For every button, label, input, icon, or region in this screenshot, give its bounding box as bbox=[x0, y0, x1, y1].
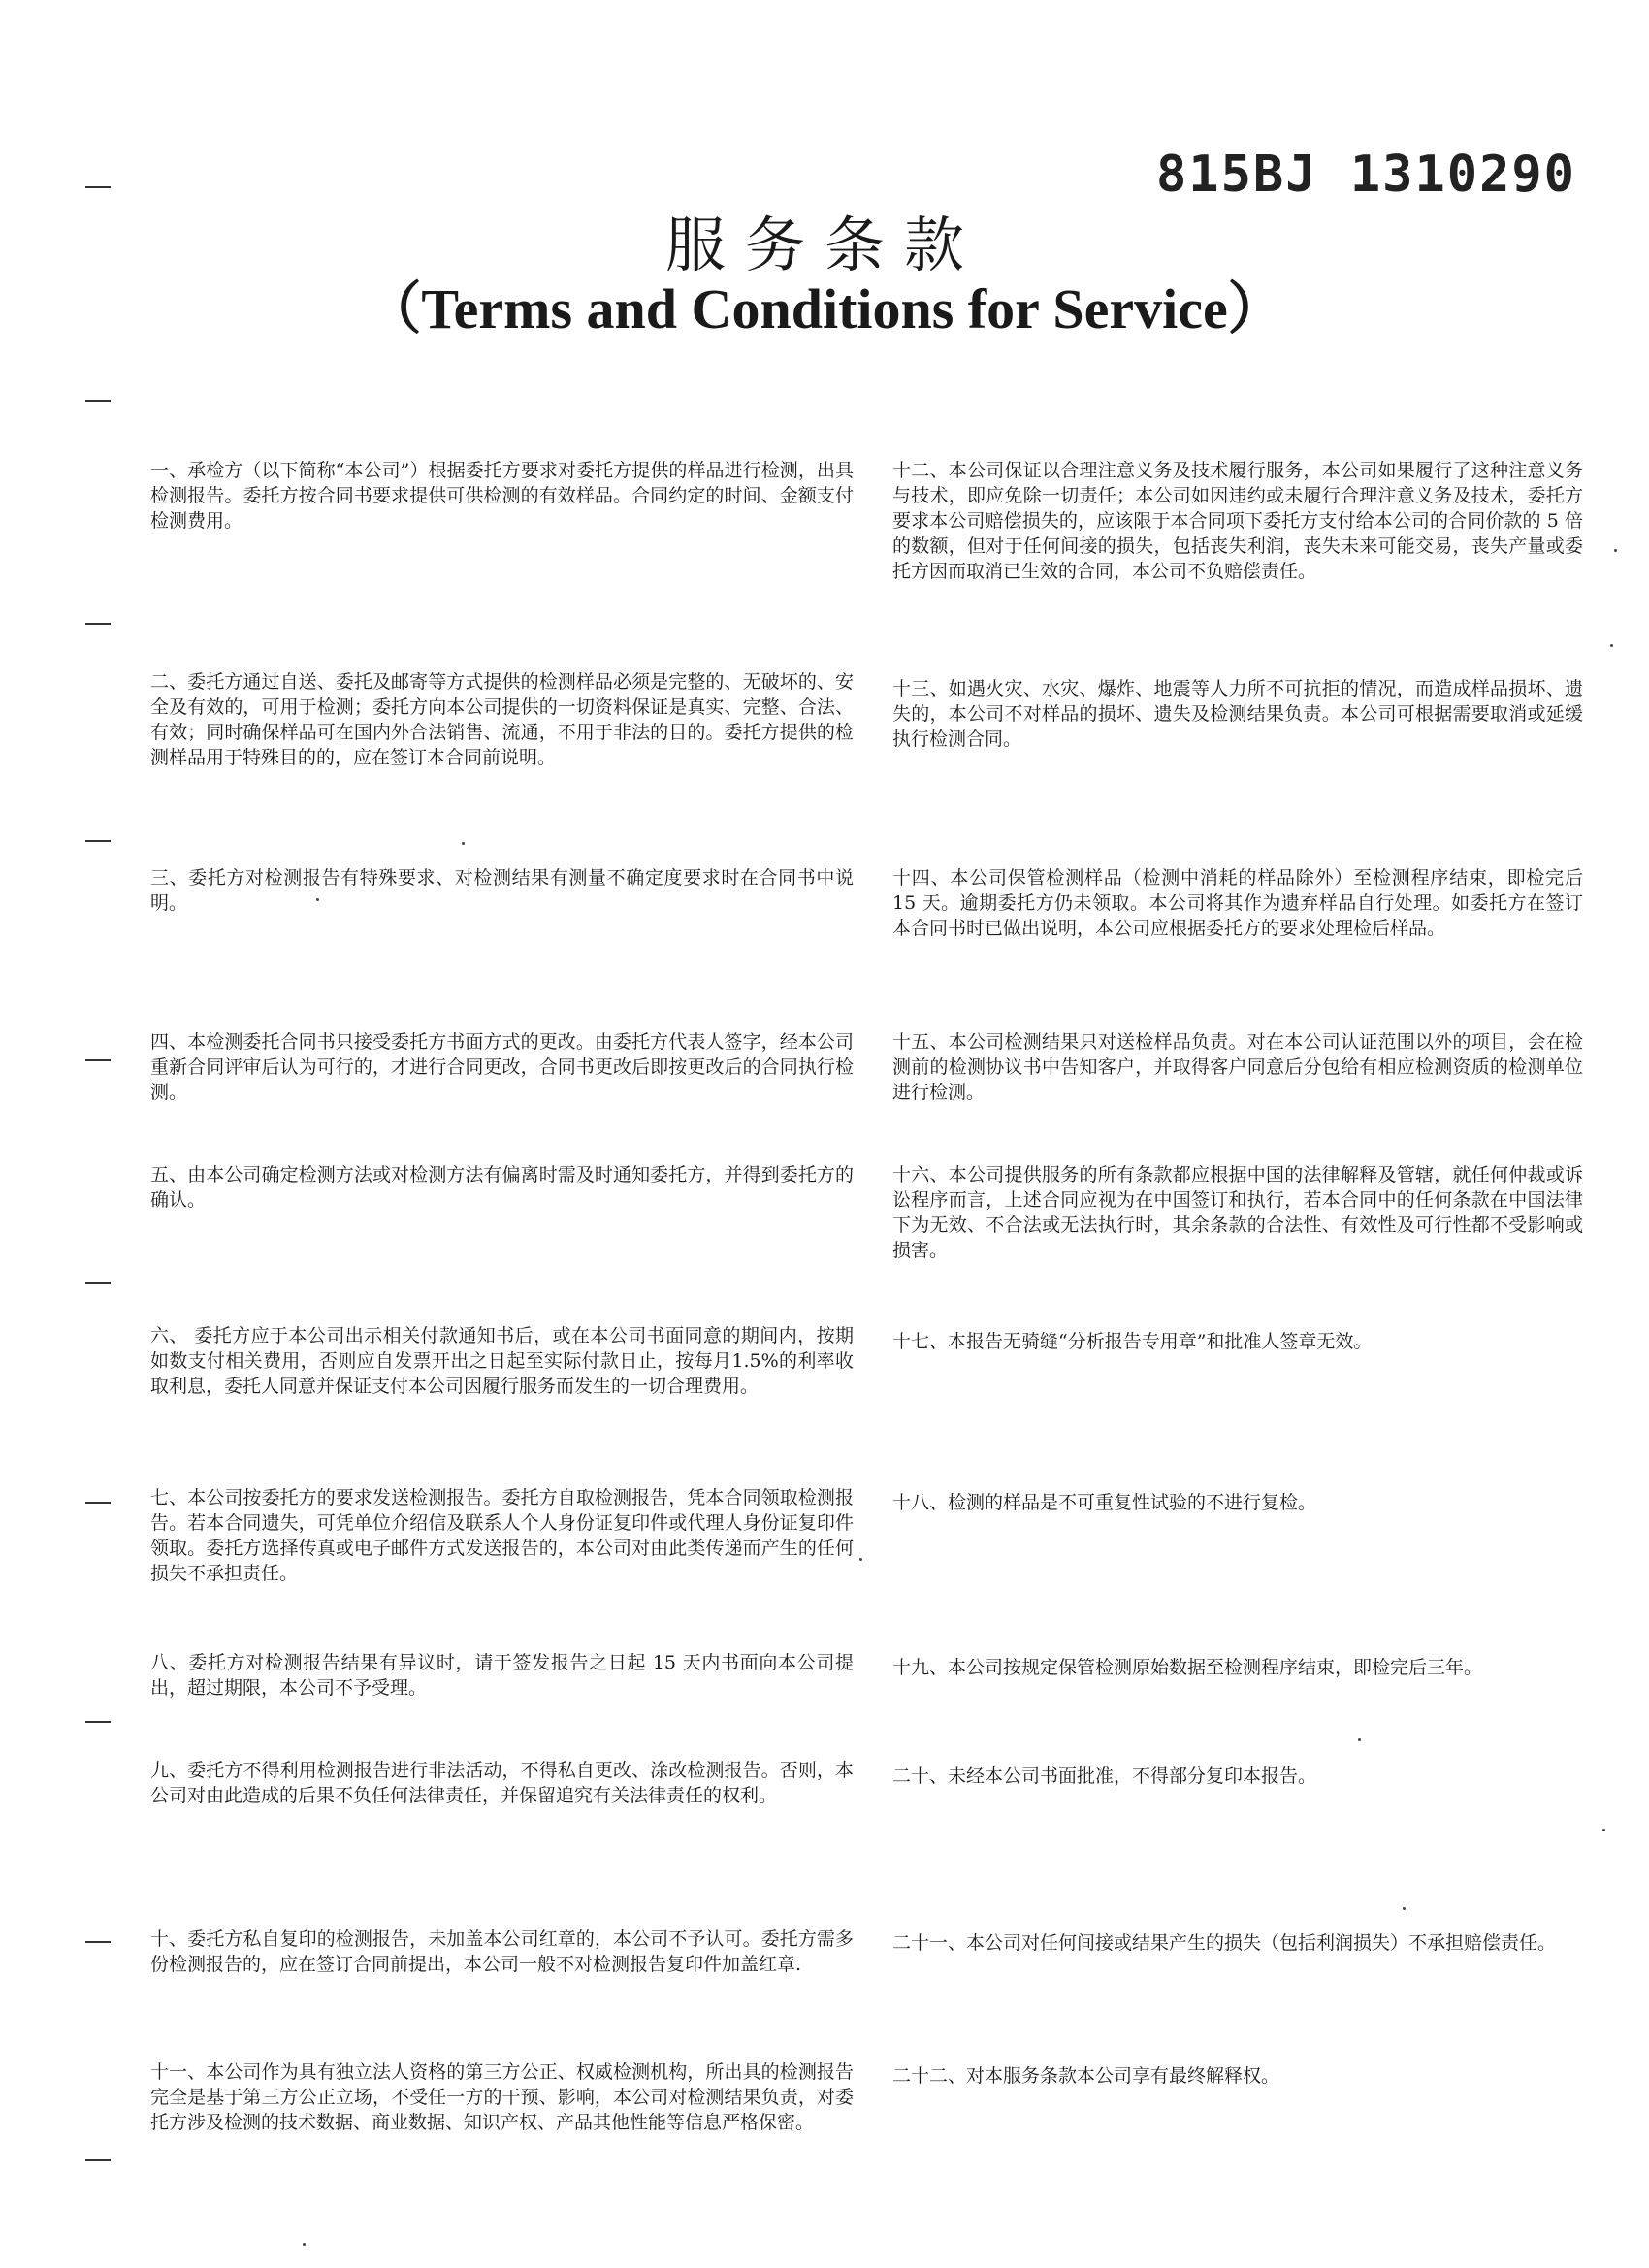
clause-7: 七、本公司按委托方的要求发送检测报告。委托方自取检测报告，凭本合同领取检测报告。若本合同遗失，可凭单位介绍信及联系人个人身份证复印件或代理人身份证复印件领取。委托方选择传真或电子邮件方式发送报告的，本公司对由此类传递而产生的任何损失不承担责任。 bbox=[150, 1487, 854, 1584]
margin-tick bbox=[85, 1282, 111, 1284]
margin-tick bbox=[85, 186, 111, 188]
scan-speck bbox=[303, 2243, 306, 2246]
margin-tick bbox=[85, 400, 111, 402]
scan-speck bbox=[316, 898, 319, 901]
clause-19: 十九、本公司按规定保管检测原始数据至检测程序结束，即检完后三年。 bbox=[892, 1657, 1483, 1678]
margin-tick bbox=[85, 2159, 111, 2161]
clause-20: 二十、未经本公司书面批准，不得部分复印本报告。 bbox=[892, 1766, 1317, 1787]
margin-tick bbox=[85, 1502, 111, 1504]
margin-tick bbox=[85, 1721, 111, 1723]
clause-22: 二十二、对本服务条款本公司享有最终解释权。 bbox=[892, 2065, 1280, 2087]
scan-speck bbox=[462, 842, 465, 845]
clause-14: 十四、本公司保管检测样品（检测中消耗的样品除外）至检测程序结束，即检完后 15 天。逾期委托方仍未领取。本公司将其作为遗弃样品自行处理。如委托方在签订本合同书时已做出说明，本公司应根据委托方的要求处理检后样品。 bbox=[892, 867, 1583, 939]
page-title-english: （Terms and Conditions for Service） bbox=[365, 277, 1284, 340]
scan-speck bbox=[1403, 1907, 1406, 1910]
clause-10: 十、委托方私自复印的检测报告，未加盖本公司红章的，本公司不予认可。委托方需多份检测报告的，应在签订合同前提出，本公司一般不对检测报告复印件加盖红章. bbox=[150, 1928, 854, 1975]
clause-8: 八、委托方对检测报告结果有异议时，请于签发报告之日起 15 天内书面向本公司提出，超过期限，本公司不予受理。 bbox=[150, 1652, 854, 1699]
scan-speck bbox=[1614, 549, 1617, 552]
scan-speck bbox=[1602, 1829, 1605, 1831]
clause-1: 一、承检方（以下简称“本公司”）根据委托方要求对委托方提供的样品进行检测，出具检测报告。委托方按合同书要求提供可供检测的有效样品。合同约定的时间、金额支付检测费用。 bbox=[150, 460, 854, 532]
clause-3: 三、委托方对检测报告有特殊要求、对检测结果有测量不确定度要求时在合同书中说明。 bbox=[150, 867, 854, 914]
margin-tick bbox=[85, 623, 111, 625]
clause-5: 五、由本公司确定检测方法或对检测方法有偏离时需及时通知委托方，并得到委托方的确认。 bbox=[150, 1164, 854, 1211]
clause-6: 六、 委托方应于本公司出示相关付款通知书后，或在本公司书面同意的期间内，按期如数支付相关费用，否则应自发票开出之日起至实际付款日止，按每月1.5%的利率收取利息，委托人同意并保证支付本公司因履行服务而发生的一切合理费用。 bbox=[150, 1325, 854, 1397]
clause-18: 十八、检测的样品是不可重复性试验的不进行复检。 bbox=[892, 1492, 1317, 1513]
clause-9: 九、委托方不得利用检测报告进行非法活动，不得私自更改、涂改检测报告。否则，本公司对由此造成的后果不负任何法律责任，并保留追究有关法律责任的权利。 bbox=[150, 1760, 854, 1806]
margin-tick bbox=[85, 1941, 111, 1943]
clause-4: 四、本检测委托合同书只接受委托方书面方式的更改。由委托方代表人签字，经本公司重新合同评审后认为可行的，才进行合同更改，合同书更改后即按更改后的合同执行检测。 bbox=[150, 1031, 854, 1103]
clause-12: 十二、本公司保证以合理注意义务及技术履行服务，本公司如果履行了这种注意义务与技术，即应免除一切责任；本公司如因违约或未履行合理注意义务及技术，委托方要求本公司赔偿损失的，应该限于本合同项下委托方支付给本公司的合同价款的 5 倍的数额，但对于任何间接的损失，包括丧失利润，丧失未来可能交易，丧失产量或委托方因而取消已生效的合同，本公司不负赔偿责任。 bbox=[892, 460, 1583, 582]
margin-tick bbox=[85, 840, 111, 842]
clause-11: 十一、本公司作为具有独立法人资格的第三方公正、权威检测机构，所出具的检测报告完全是基于第三方公正立场，不受任一方的干预、影响，本公司对检测结果负责，对委托方涉及检测的技术数据、商业数据、知识产权、产品其他性能等信息严格保密。 bbox=[150, 2061, 854, 2133]
document-number: 815BJ 1310290 bbox=[1156, 146, 1576, 204]
clause-13: 十三、如遇火灾、水灾、爆炸、地震等人力所不可抗拒的情况，而造成样品损坏、遗失的，本公司不对样品的损坏、遗失及检测结果负责。本公司可根据需要取消或延缓执行检测合同。 bbox=[892, 678, 1583, 750]
scan-speck bbox=[1358, 1738, 1361, 1741]
scan-speck bbox=[859, 1558, 862, 1561]
clause-15: 十五、本公司检测结果只对送检样品负责。对在本公司认证范围以外的项目，会在检测前的检测协议书中告知客户，并取得客户同意后分包给有相应检测资质的检测单位进行检测。 bbox=[892, 1031, 1583, 1103]
clause-16: 十六、本公司提供服务的所有条款都应根据中国的法律解释及管辖，就任何仲裁或诉讼程序而言，上述合同应视为在中国签订和执行，若本合同中的任何条款在中国法律下为无效、不合法或无法执行时，其余条款的合法性、有效性及可行性都不受影响或损害。 bbox=[892, 1164, 1583, 1261]
clause-17: 十七、本报告无骑缝“分析报告专用章”和批准人签章无效。 bbox=[892, 1331, 1373, 1352]
margin-tick bbox=[85, 1059, 111, 1061]
clause-21: 二十一、本公司对任何间接或结果产生的损失（包括利润损失）不承担赔偿责任。 bbox=[892, 1932, 1557, 1954]
page-title-chinese: 服务条款 bbox=[664, 210, 984, 280]
scan-speck bbox=[1610, 644, 1613, 647]
clause-2: 二、委托方通过自送、委托及邮寄等方式提供的检测样品必须是完整的、无破坏的、安全及有效的，可用于检测；委托方向本公司提供的一切资料保证是真实、完整、合法、有效；同时确保样品可在国内外合法销售、流通，不用于非法的目的。委托方提供的检测样品用于特殊目的的，应在签订本合同前说明。 bbox=[150, 671, 854, 768]
